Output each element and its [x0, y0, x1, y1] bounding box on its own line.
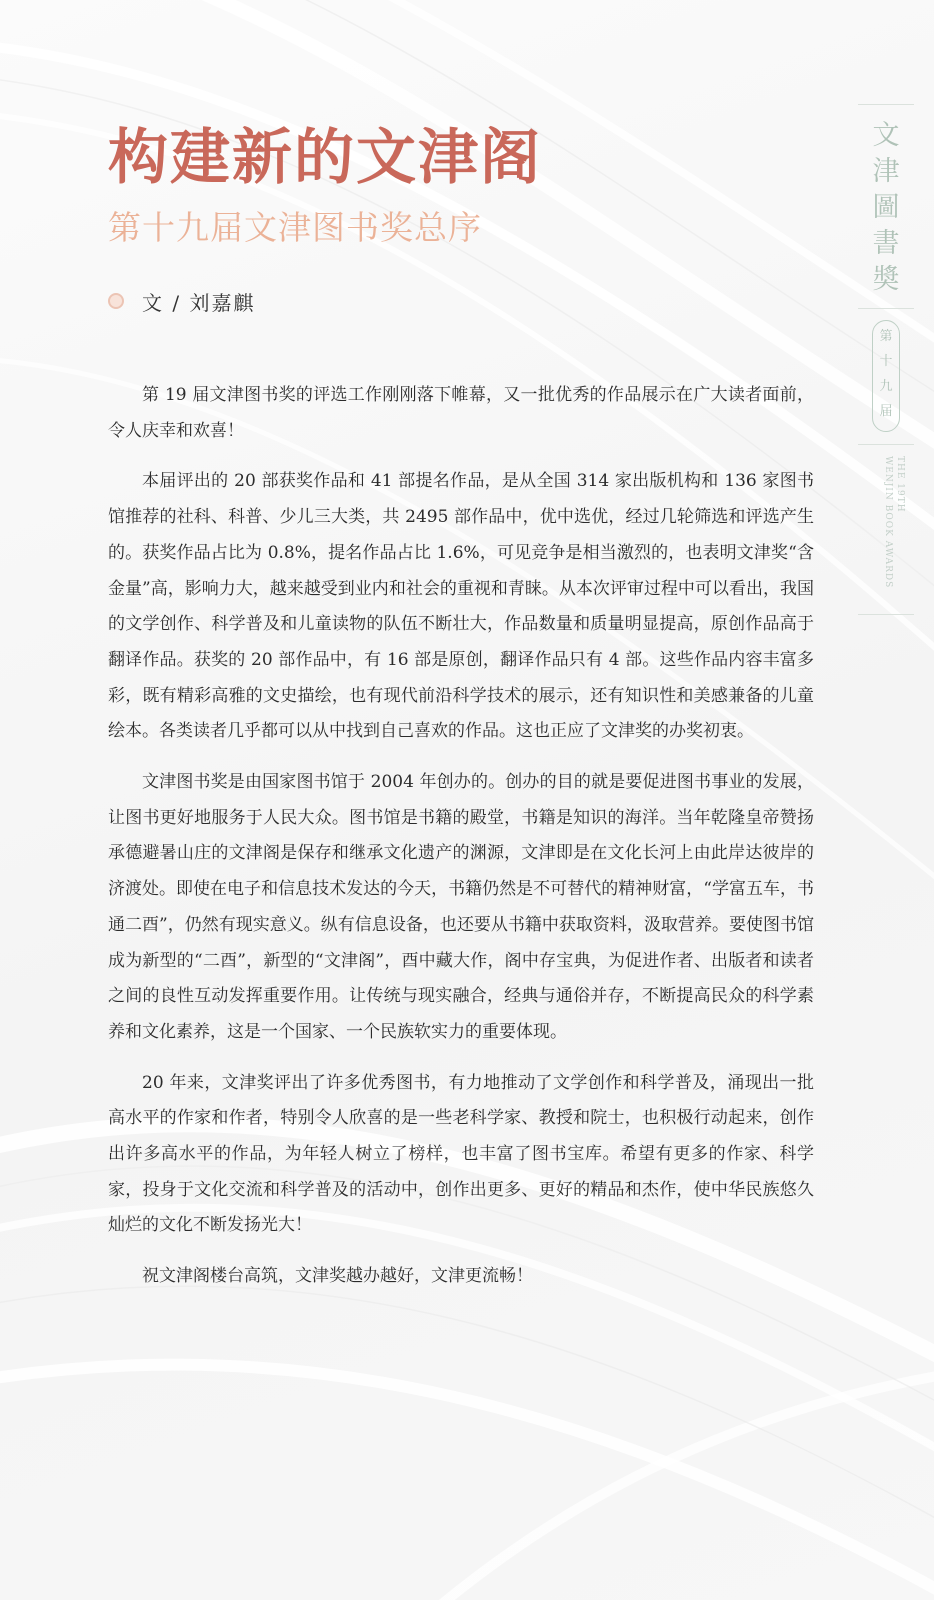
- paragraph-1: 第 19 届文津图书奖的评选工作刚刚落下帷幕，又一批优秀的作品展示在广大读者面前，令人庆幸和欢喜！: [108, 385, 814, 441]
- sidebar-divider: [858, 444, 914, 445]
- sidebar-divider: [858, 308, 914, 309]
- paragraph-3: 文津图书奖是由国家图书馆于 2004 年创办的。创办的目的就是要促进图书事业的发展，让图书更好地服务于人民大众。图书馆是书籍的殿堂，书籍是知识的海洋。当年乾隆皇帝赞扬承德避暑山庄的文津阁是保存和继承文化遗产的渊源，文津即是在文化长河上由此岸达彼岸的济渡处。即使在电子和信息技术发达的今天，书籍仍然是不可替代的精神财富，“学富五车，书通二酉”，仍然有现实意义。纵有信息设备，也还要从书籍中获取资料，汲取营养。要使图书馆成为新型的“二酉”，新型的“文津阁”，酉中藏大作，阁中存宝典，为促进作者、出版者和读者之间的良性互动发挥重要作用。让传统与现实融合，经典与通俗并存，不断提高民众的科学素养和文化素养，这是一个国家、一个民族软实力的重要体现。: [108, 772, 814, 1042]
- sidebar-divider: [858, 614, 914, 615]
- sidebar-english-label: THE 19TH WENJIN BOOK AWARDS: [883, 456, 905, 589]
- article-body: [108, 378, 814, 1310]
- article-subtitle: 第十九届文津图书奖总序: [108, 208, 482, 247]
- paragraph-4: 20 年来，文津奖评出了许多优秀图书，有力地推动了文学创作和科学普及，涌现出一批高水平的作家和作者，特别令人欣喜的是一些老科学家、教授和院士，也积极行动起来，创作出许多高水平的作品，为年轻人树立了榜样，也丰富了图书宝库。希望有更多的作家、科学家，投身于文化交流和科学普及的活动中，创作出更多、更好的精品和杰作，使中华民族悠久灿烂的文化不断发扬光大！: [108, 1072, 814, 1236]
- paragraph-2: 本届评出的 20 部获奖作品和 41 部提名作品，是从全国 314 家出版机构和 136 家图书馆推荐的社科、科普、少儿三大类，共 2495 部作品中，优中选优，经过几轮筛选和评选产生的。获奖作品占比为 0.8%，提名作品占比 1.6%，可见竞争是相当激烈的，也表明文津奖“含金量”高，影响力大，越来越受到业内和社会的重视和青睐。从本次评审过程中可以看出，我国的文学创作、科学普及和儿童读物的队伍不断壮大，作品数量和质量明显提高，原创作品高于翻译作品。获奖的 20 部作品中，有 16 部是原创，翻译作品只有 4 部。这些作品内容丰富多彩，既有精彩高雅的文史描绘，也有现代前沿科学技术的展示，还有知识性和美感兼备的儿童绘本。各类读者几乎都可以从中找到自己喜欢的作品。这也正应了文津奖的办奖初衷。: [108, 471, 814, 742]
- byline-dot-icon: [108, 293, 124, 309]
- byline-author: 文 / 刘嘉麒: [142, 290, 256, 315]
- award-sidebar: [858, 104, 914, 616]
- sidebar-divider: [858, 104, 914, 105]
- byline: [108, 286, 255, 316]
- paragraph-5: 祝文津阁楼台高筑，文津奖越办越好，文津更流畅！: [142, 1266, 533, 1287]
- article-title: 构建新的文津阁: [108, 123, 542, 193]
- sidebar-award-name: 文 津 圖 書 奬: [872, 120, 900, 295]
- sidebar-edition-badge: 第 十 九 届: [872, 320, 900, 432]
